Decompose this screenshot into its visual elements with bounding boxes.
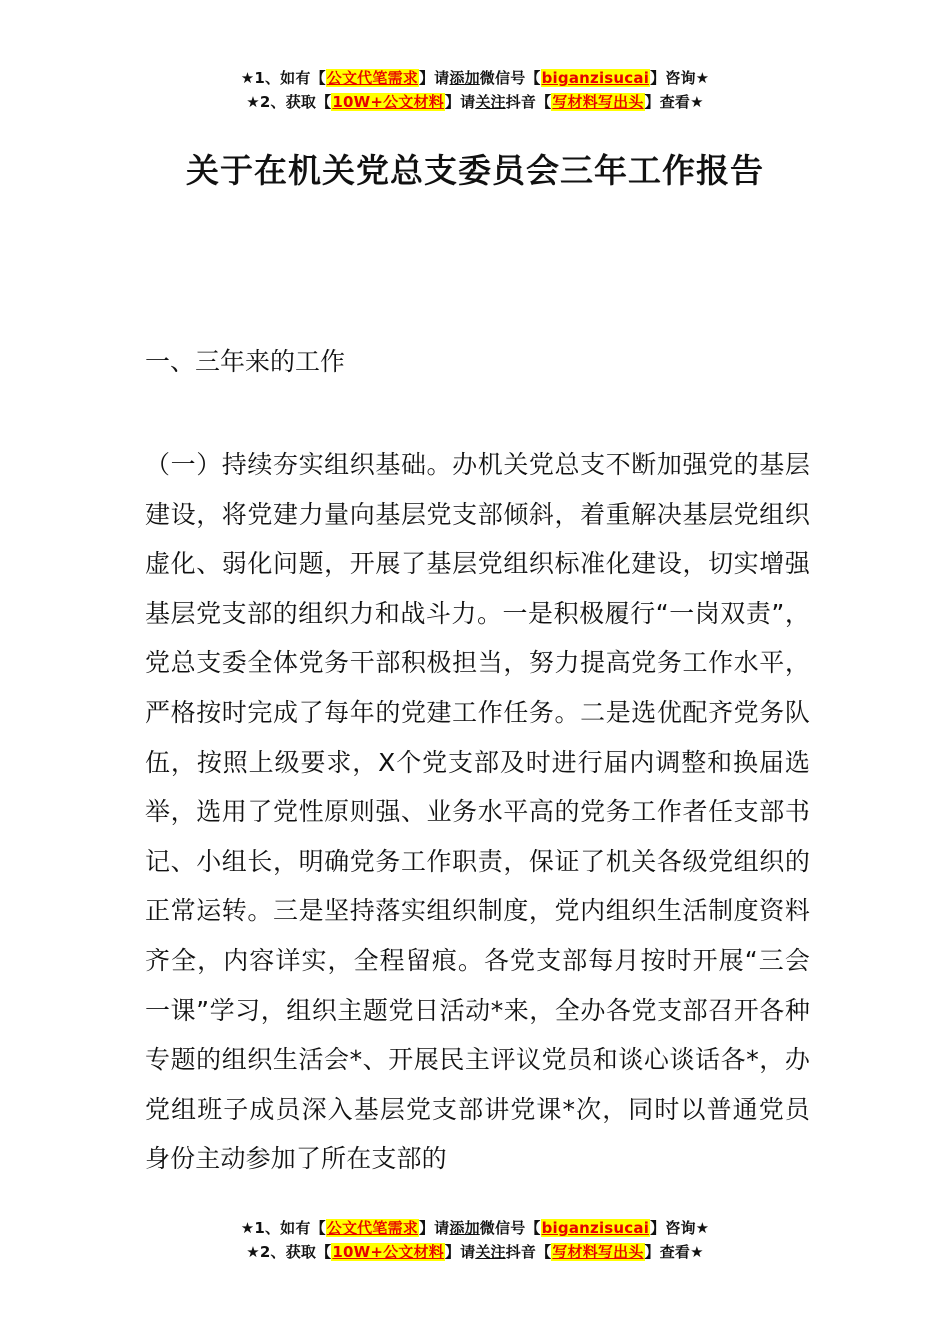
banner-line-1-suffix: 】咨询★ — [650, 69, 710, 87]
banner-line-1-prefix: ★1、如有【 — [240, 69, 326, 87]
banner-line-2-highlight-douyin: 写材料写出头 — [552, 1243, 644, 1261]
banner-line-2-suffix: 】查看★ — [644, 93, 704, 111]
section-heading: 一、三年来的工作 — [145, 347, 346, 376]
banner-line-1-highlight-wechat: biganzisucai — [541, 1219, 650, 1237]
banner-line-2-suffix: 】查看★ — [644, 1243, 704, 1261]
banner-line-1-underlined: 添加 — [449, 69, 480, 87]
banner-line-2-underlined: 关注 — [475, 93, 506, 111]
banner-line-1-highlight-wechat: biganzisucai — [541, 69, 650, 87]
banner-line-2-mid2: 抖音【 — [505, 1243, 552, 1261]
banner-line-2-underlined: 关注 — [475, 1243, 506, 1261]
banner-line-2-highlight-douyin: 写材料写出头 — [552, 93, 644, 111]
banner-line-2 — [0, 1240, 950, 1264]
banner-line-2-highlight-materials: 10W+公文材料 — [332, 93, 444, 111]
banner-line-1 — [0, 1216, 950, 1240]
banner-line-2 — [0, 90, 950, 114]
banner-line-1-highlight-service: 公文代笔需求 — [326, 69, 418, 87]
banner-line-2-prefix: ★2、获取【 — [246, 93, 332, 111]
banner-line-1-mid2: 微信号【 — [479, 69, 541, 87]
body-paragraph: （一）持续夯实组织基础。办机关党总支不断加强党的基层建设，将党建力量向基层党支部倾斜，着重解决基层党组织虚化、弱化问题，开展了基层党组织标准化建设，切实增强基层党支部的组织力和战斗力。一是积极履行“一岗双责”，党总支委全体党务干部积极担当，努力提高党务工作水平，严格按时完成了每年的党建工作任务。二是选优配齐党务队伍，按照上级要求，X个党支部及时进行届内调整和换届选举，选用了党性原则强、业务水平高的党务工作者任支部书记、小组长，明确党务工作职责，保证了机关各级党组织的正常运转。三是坚持落实组织制度，党内组织生活制度资料齐全，内容详实，全程留痕。各党支部每月按时开展“三会一课”学习，组织主题党日活动*来，全办各党支部召开各种专题的组织生活会*、开展民主评议党员和谈心谈话各*，办党组班子成员深入基层党支部讲党课*次，同时以普通党员身份主动参加了所在支部的 — [145, 450, 810, 1174]
banner-line-2-highlight-materials: 10W+公文材料 — [332, 1243, 444, 1261]
banner-line-2-mid2: 抖音【 — [505, 93, 552, 111]
bottom-banner — [0, 1216, 950, 1264]
banner-line-1 — [0, 66, 950, 90]
banner-line-1-mid: 】请 — [418, 1219, 450, 1237]
banner-line-2-mid: 】请 — [444, 93, 476, 111]
top-banner — [0, 66, 950, 114]
banner-line-2-prefix: ★2、获取【 — [246, 1243, 332, 1261]
banner-line-1-mid2: 微信号【 — [479, 1219, 541, 1237]
banner-line-1-mid: 】请 — [418, 69, 450, 87]
banner-line-2-mid: 】请 — [444, 1243, 476, 1261]
banner-line-1-prefix: ★1、如有【 — [240, 1219, 326, 1237]
banner-line-1-highlight-service: 公文代笔需求 — [326, 1219, 418, 1237]
document-title: 关于在机关党总支委员会三年工作报告 — [186, 151, 764, 190]
banner-line-1-underlined: 添加 — [449, 1219, 480, 1237]
banner-line-1-suffix: 】咨询★ — [650, 1219, 710, 1237]
